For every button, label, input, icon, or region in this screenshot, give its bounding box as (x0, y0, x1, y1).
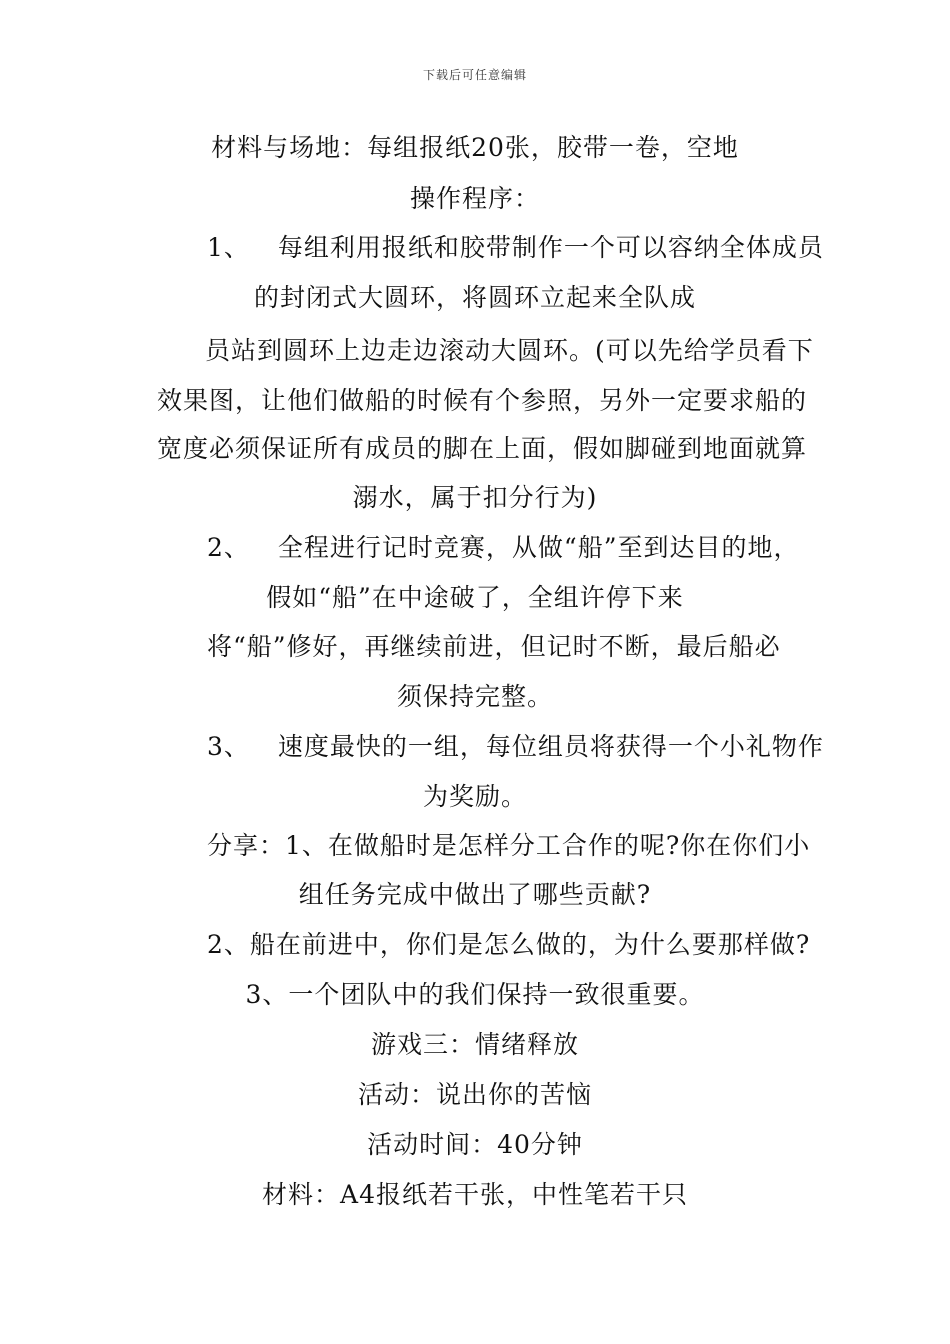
procedure-heading: 操作程序： (409, 184, 540, 213)
game-three-heading: 游戏三：情绪释放 (370, 1030, 579, 1059)
materials-line: 材料与场地：每组报纸20张，胶带一卷，空地 (211, 133, 739, 162)
step-1-line (207, 233, 824, 263)
step-3-number: 3、 (207, 732, 250, 761)
step-1-cont-4: 宽度必须保证所有成员的脚在上面，假如脚碰到地面就算 (157, 434, 808, 463)
step-2-number: 2、 (207, 533, 250, 562)
share-line-4: 3、一个团队中的我们保持一致很重要。 (245, 980, 705, 1009)
share-line-3: 2、船在前进中，你们是怎么做的，为什么要那样做? (207, 930, 811, 959)
step-1-cont-1: 的封闭式大圆环，将圆环立起来全队成 (253, 283, 696, 312)
share-line-1: 分享：1、在做船时是怎样分工合作的呢?你在你们小 (207, 831, 811, 860)
page-header-note: 下载后可任意编辑 (422, 68, 527, 82)
step-3-text: 速度最快的一组，每位组员将获得一个小礼物作 (277, 732, 824, 761)
step-2-cont-1: 假如“船”在中途破了，全组许停下来 (266, 583, 684, 612)
step-2-text: 全程进行记时竞赛，从做“船”至到达目的地， (277, 533, 800, 562)
step-2-cont-3: 须保持完整。 (396, 682, 553, 711)
share-line-2: 组任务完成中做出了哪些贡献? (298, 880, 652, 909)
step-2-line (207, 533, 799, 563)
step-1-text: 每组利用报纸和胶带制作一个可以容纳全体成员 (277, 233, 824, 262)
materials-line-2: 材料：A4报纸若干张，中性笔若干只 (262, 1180, 688, 1209)
activity-line: 活动：说出你的苦恼 (357, 1080, 592, 1109)
step-1-cont-5: 溺水，属于扣分行为) (352, 483, 598, 512)
step-3-cont-1: 为奖励。 (422, 782, 527, 811)
step-3-line (207, 732, 824, 762)
step-1-number: 1、 (207, 233, 250, 262)
step-1-cont-3: 效果图，让他们做船的时候有个参照，另外一定要求船的 (157, 386, 808, 415)
step-2-cont-2: 将“船”修好，再继续前进，但记时不断，最后船必 (207, 632, 781, 661)
activity-time-line: 活动时间：40分钟 (367, 1130, 583, 1159)
step-1-cont-2: 员站到圆环上边走边滚动大圆环。(可以先给学员看下 (205, 336, 814, 365)
